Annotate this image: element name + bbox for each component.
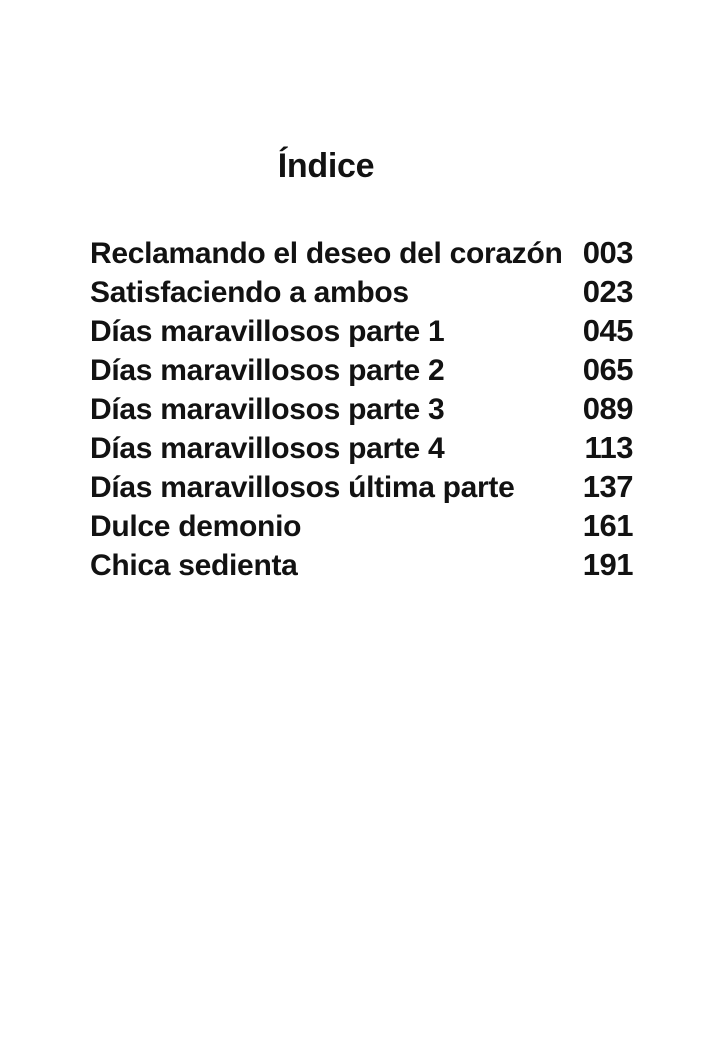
page-title: Índice — [277, 147, 375, 185]
chapter-title: Chica sedienta — [90, 549, 298, 582]
toc-entry — [90, 233, 633, 272]
chapter-page-number: 191 — [582, 547, 633, 582]
toc-entry — [90, 272, 633, 311]
toc-entry — [90, 467, 633, 506]
toc-entry — [90, 428, 633, 467]
chapter-page-number: 089 — [582, 391, 633, 426]
chapter-title: Satisfaciendo a ambos — [90, 276, 409, 309]
chapter-title: Días maravillosos parte 4 — [90, 432, 445, 465]
chapter-title: Días maravillosos parte 1 — [90, 315, 445, 348]
toc-entry — [90, 389, 633, 428]
chapter-page-number: 065 — [582, 352, 633, 387]
toc-entry — [90, 350, 633, 389]
toc-list — [90, 233, 633, 584]
toc-entry — [90, 545, 633, 584]
chapter-page-number: 113 — [584, 430, 633, 465]
chapter-page-number: 137 — [582, 469, 633, 504]
chapter-title: Dulce demonio — [90, 510, 302, 543]
chapter-page-number: 023 — [582, 274, 633, 309]
chapter-title: Días maravillosos parte 3 — [90, 393, 445, 426]
chapter-page-number: 161 — [582, 508, 633, 543]
chapter-title: Días maravillosos parte 2 — [90, 354, 445, 387]
chapter-title: Días maravillosos última parte — [90, 471, 515, 504]
toc-entry — [90, 311, 633, 350]
chapter-title: Reclamando el deseo del corazón — [90, 237, 563, 270]
chapter-page-number: 045 — [582, 313, 633, 348]
chapter-page-number: 003 — [582, 235, 633, 270]
toc-entry — [90, 506, 633, 545]
